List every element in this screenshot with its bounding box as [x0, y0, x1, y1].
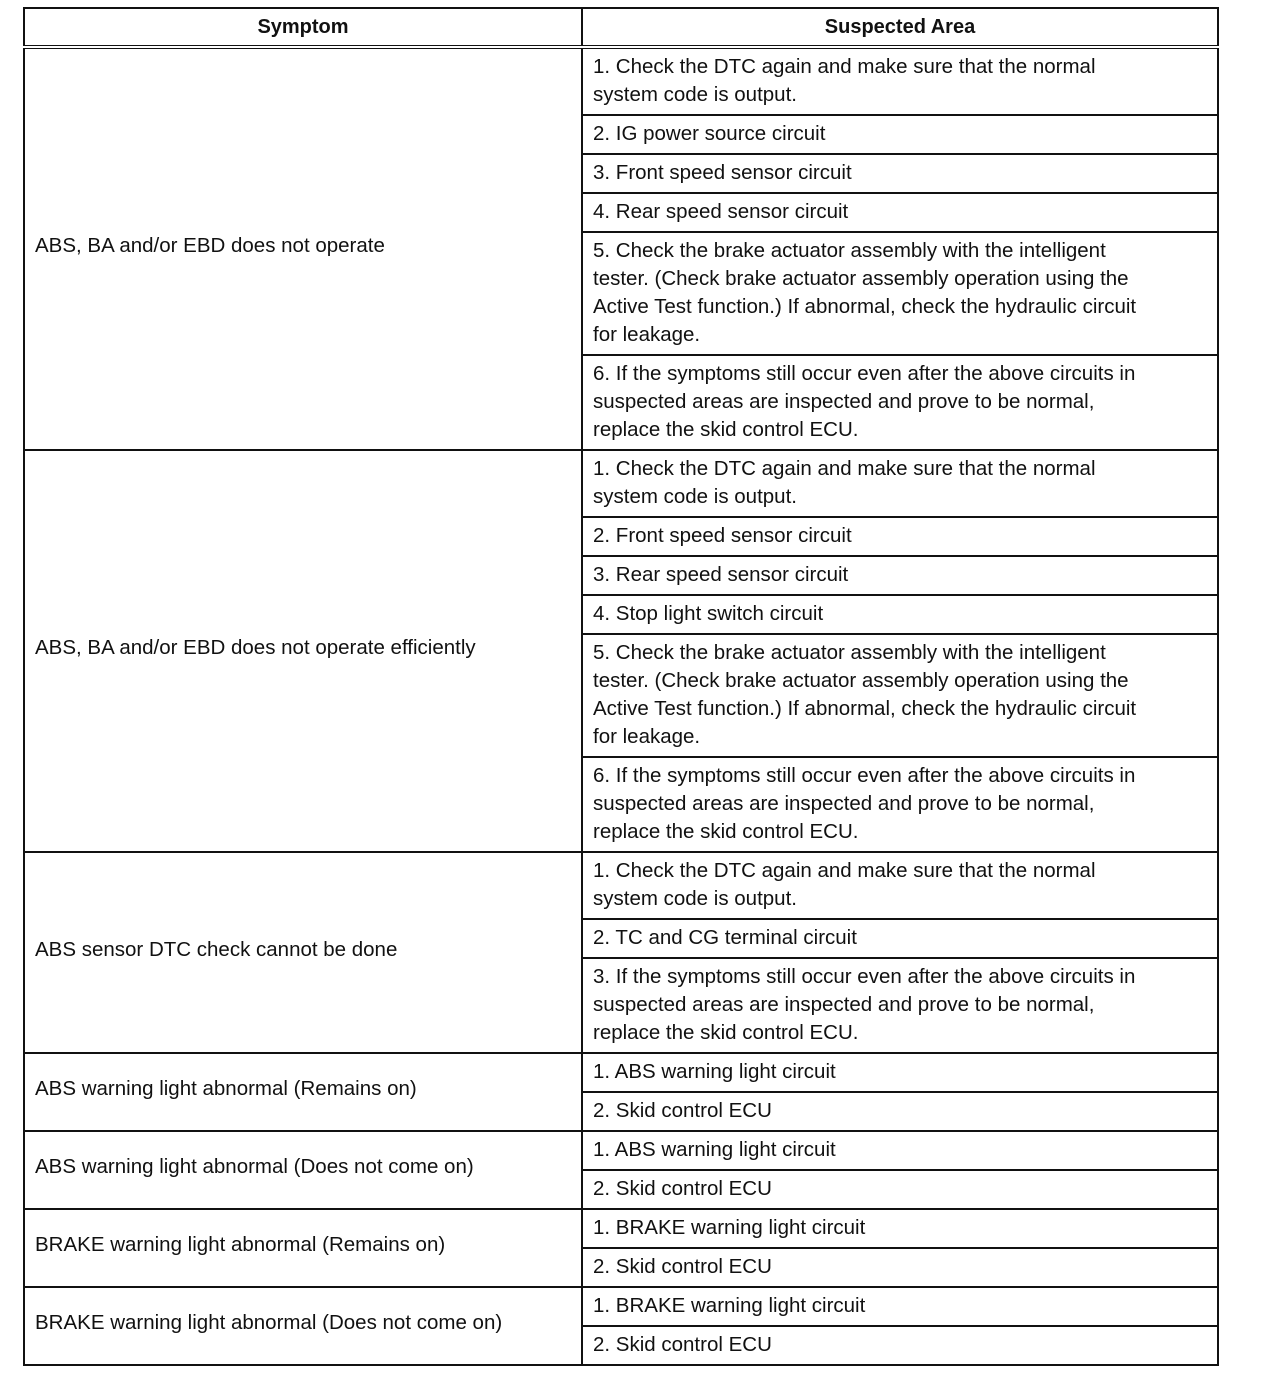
symptom-cell: ABS, BA and/or EBD does not operate efficiently: [24, 450, 582, 852]
table-row: [24, 1287, 1218, 1326]
suspected-area-cell: 4. Stop light switch circuit: [582, 595, 1218, 634]
suspected-area-cell: 1. Check the DTC again and make sure that the normal system code is output.: [582, 852, 1218, 919]
suspected-area-cell: 2. TC and CG terminal circuit: [582, 919, 1218, 958]
suspected-area-cell: 6. If the symptoms still occur even after the above circuits in suspected areas are inspected and prove to be normal, replace the skid control ECU.: [582, 757, 1218, 852]
symptom-cell: BRAKE warning light abnormal (Remains on): [24, 1209, 582, 1287]
table-row: [24, 852, 1218, 919]
header-row: [24, 8, 1218, 47]
suspected-area-cell: 3. Front speed sensor circuit: [582, 154, 1218, 193]
suspected-area-cell: 2. Skid control ECU: [582, 1326, 1218, 1365]
suspected-area-cell: 1. Check the DTC again and make sure that the normal system code is output.: [582, 47, 1218, 115]
table-row: [24, 1131, 1218, 1170]
suspected-area-cell: 1. ABS warning light circuit: [582, 1131, 1218, 1170]
header-symptom: Symptom: [24, 8, 582, 47]
symptom-cell: ABS sensor DTC check cannot be done: [24, 852, 582, 1053]
suspected-area-cell: 1. Check the DTC again and make sure that the normal system code is output.: [582, 450, 1218, 517]
suspected-area-cell: 2. Skid control ECU: [582, 1248, 1218, 1287]
suspected-area-cell: 5. Check the brake actuator assembly with the intelligent tester. (Check brake actuator assembly operation using the Active Test function.) If abnormal, check the hydraulic circuit for leakage.: [582, 232, 1218, 355]
table-row: [24, 47, 1218, 115]
suspected-area-cell: 5. Check the brake actuator assembly with the intelligent tester. (Check brake actuator assembly operation using the Active Test function.) If abnormal, check the hydraulic circuit for leakage.: [582, 634, 1218, 757]
suspected-area-cell: 4. Rear speed sensor circuit: [582, 193, 1218, 232]
table-row: [24, 1053, 1218, 1092]
suspected-area-cell: 1. BRAKE warning light circuit: [582, 1209, 1218, 1248]
symptom-cell: BRAKE warning light abnormal (Does not come on): [24, 1287, 582, 1365]
symptom-cell: ABS, BA and/or EBD does not operate: [24, 47, 582, 450]
symptom-cell: ABS warning light abnormal (Remains on): [24, 1053, 582, 1131]
suspected-area-cell: 2. Skid control ECU: [582, 1092, 1218, 1131]
suspected-area-cell: 3. If the symptoms still occur even after the above circuits in suspected areas are inspected and prove to be normal, replace the skid control ECU.: [582, 958, 1218, 1053]
suspected-area-cell: 1. BRAKE warning light circuit: [582, 1287, 1218, 1326]
suspected-area-cell: 2. IG power source circuit: [582, 115, 1218, 154]
table-row: [24, 450, 1218, 517]
suspected-area-cell: 2. Front speed sensor circuit: [582, 517, 1218, 556]
suspected-area-cell: 6. If the symptoms still occur even after the above circuits in suspected areas are inspected and prove to be normal, replace the skid control ECU.: [582, 355, 1218, 450]
suspected-area-cell: 1. ABS warning light circuit: [582, 1053, 1218, 1092]
suspected-area-cell: 3. Rear speed sensor circuit: [582, 556, 1218, 595]
header-suspected-area: Suspected Area: [582, 8, 1218, 47]
suspected-area-cell: 2. Skid control ECU: [582, 1170, 1218, 1209]
symptom-cell: ABS warning light abnormal (Does not come on): [24, 1131, 582, 1209]
symptom-table: [23, 7, 1219, 1366]
table-row: [24, 1209, 1218, 1248]
